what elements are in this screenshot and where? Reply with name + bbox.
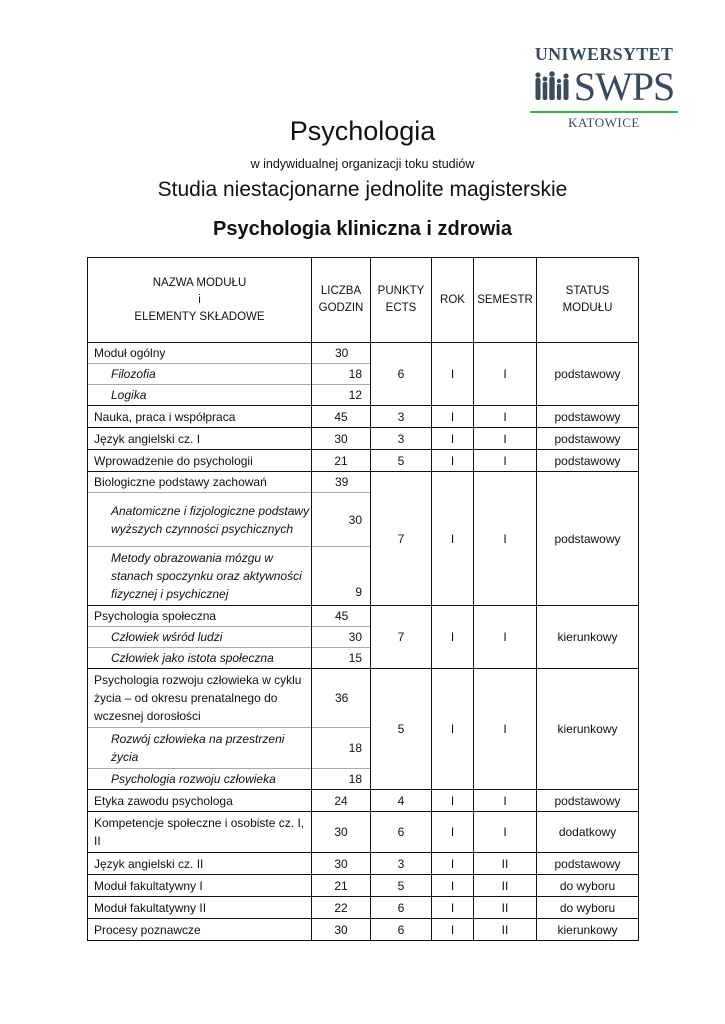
module-status: podstawowy [537,406,639,428]
table-row [88,428,639,450]
page-title: Psychologia [289,116,436,146]
component-hours: 18 [312,769,371,790]
component-hours: 9 [312,547,371,606]
module-ects: 6 [371,812,432,853]
table-row [88,606,639,627]
module-name: Psychologia rozwoju człowieka w cyklu życia – od okresu prenatalnego do wczesnej dorosłości [88,669,312,728]
table-row [88,472,639,493]
module-status: do wyboru [537,875,639,897]
module-hours: 45 [312,606,371,627]
col-hours-header: LICZBA GODZIN [312,258,371,343]
module-hours: 36 [312,669,371,728]
module-semester: II [474,853,537,875]
module-ects: 6 [371,343,432,406]
module-name: Moduł ogólny [88,343,312,364]
module-year: I [432,406,474,428]
page-subtitle: w indywidualnej organizacji toku studiów [250,157,475,171]
component-hours: 30 [312,627,371,648]
module-semester: II [474,919,537,941]
col-module-header: NAZWA MODUŁU i ELEMENTY SKŁADOWE [88,258,312,343]
module-hours: 22 [312,897,371,919]
module-semester: I [474,790,537,812]
module-year: I [432,812,474,853]
module-hours: 30 [312,428,371,450]
module-year: I [432,919,474,941]
module-ects: 5 [371,450,432,472]
study-type: Studia niestacjonarne jednolite magisterskie [157,178,568,201]
module-status: kierunkowy [537,606,639,669]
module-hours: 30 [312,812,371,853]
component-name: Rozwój człowieka na przestrzeni życia [88,728,312,769]
module-status: podstawowy [537,472,639,606]
module-semester: I [474,812,537,853]
module-year: I [432,606,474,669]
module-name: Procesy poznawcze [88,919,312,941]
module-name: Kompetencje społeczne i osobiste cz. I, II [88,812,312,853]
curriculum-table [87,257,639,941]
module-semester: II [474,897,537,919]
module-name: Język angielski cz. I [88,428,312,450]
module-hours: 30 [312,853,371,875]
component-name: Psychologia rozwoju człowieka [88,769,312,790]
module-year: I [432,428,474,450]
module-name: Nauka, praca i współpraca [88,406,312,428]
module-year: I [432,450,474,472]
logo-divider [530,111,678,113]
logo-line3: KATOWICE [568,115,640,130]
module-name: Moduł fakultatywny I [88,875,312,897]
module-ects: 7 [371,472,432,606]
module-status: podstawowy [537,853,639,875]
module-name: Biologiczne podstawy zachowań [88,472,312,493]
component-name: Anatomiczne i fizjologiczne podstawy wyższych czynności psychicznych [88,493,312,547]
table-row [88,919,639,941]
table-row [88,790,639,812]
logo-line1: UNIWERSYTET [534,44,674,64]
module-hours: 45 [312,406,371,428]
module-status: kierunkowy [537,669,639,790]
module-name: Etyka zawodu psychologa [88,790,312,812]
module-name: Psychologia społeczna [88,606,312,627]
module-status: podstawowy [537,428,639,450]
module-semester: I [474,606,537,669]
table-row [88,812,639,853]
module-year: I [432,669,474,790]
specialization: Psychologia kliniczna i zdrowia [213,218,512,240]
module-status: podstawowy [537,343,639,406]
module-status: do wyboru [537,897,639,919]
module-semester: II [474,875,537,897]
module-year: I [432,897,474,919]
module-year: I [432,472,474,606]
table-row [88,406,639,428]
module-status: podstawowy [537,790,639,812]
module-hours: 21 [312,875,371,897]
module-year: I [432,343,474,406]
module-year: I [432,875,474,897]
module-ects: 3 [371,853,432,875]
module-semester: I [474,406,537,428]
component-hours: 12 [312,385,371,406]
component-hours: 18 [312,364,371,385]
module-ects: 4 [371,790,432,812]
module-status: podstawowy [537,450,639,472]
col-semester-header: SEMESTR [474,258,537,343]
table-header [88,258,639,343]
component-hours: 30 [312,493,371,547]
component-name: Człowiek jako istota społeczna [88,648,312,669]
component-name: Filozofia [88,364,312,385]
col-status-header: STATUS MODUŁU [537,258,639,343]
module-name: Język angielski cz. II [88,853,312,875]
module-year: I [432,853,474,875]
module-hours: 24 [312,790,371,812]
component-name: Człowiek wśród ludzi [88,627,312,648]
module-ects: 7 [371,606,432,669]
component-name: Logika [88,385,312,406]
module-ects: 5 [371,875,432,897]
module-semester: I [474,450,537,472]
module-ects: 6 [371,919,432,941]
table-row [88,897,639,919]
logo-line2: SWPS [573,64,675,109]
table-row [88,875,639,897]
module-hours: 30 [312,919,371,941]
module-hours: 39 [312,472,371,493]
module-name: Wprowadzenie do psychologii [88,450,312,472]
module-year: I [432,790,474,812]
module-semester: I [474,428,537,450]
table-row [88,450,639,472]
table-row [88,853,639,875]
col-ects-header: PUNKTY ECTS [371,258,432,343]
component-hours: 18 [312,728,371,769]
module-ects: 3 [371,428,432,450]
module-status: kierunkowy [537,919,639,941]
module-hours: 21 [312,450,371,472]
module-ects: 6 [371,897,432,919]
module-status: dodatkowy [537,812,639,853]
module-semester: I [474,343,537,406]
col-year-header: ROK [432,258,474,343]
people-silhouettes-icon [534,67,572,107]
table-row [88,343,639,364]
module-ects: 3 [371,406,432,428]
component-hours: 15 [312,648,371,669]
table-row [88,669,639,728]
module-ects: 5 [371,669,432,790]
module-hours: 30 [312,343,371,364]
module-semester: I [474,669,537,790]
module-semester: I [474,472,537,606]
module-name: Moduł fakultatywny II [88,897,312,919]
component-name: Metody obrazowania mózgu w stanach spoczynku oraz aktywności fizycznej i psychicznej [88,547,312,606]
